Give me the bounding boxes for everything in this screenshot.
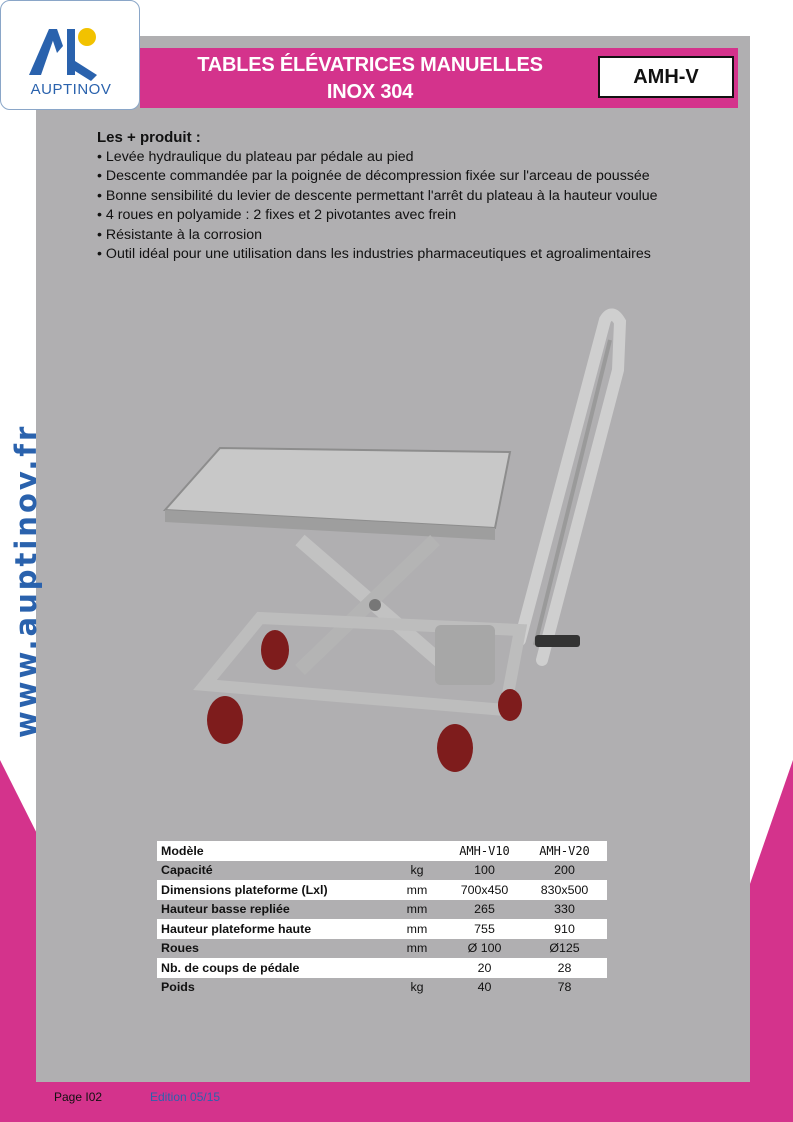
feature-item: • Levée hydraulique du plateau par pédale au pied — [97, 148, 658, 168]
spec-v2: 330 — [522, 900, 607, 920]
table-row — [157, 958, 607, 978]
pink-decor-bottom — [0, 1082, 793, 1122]
title-line-2: INOX 304 — [326, 81, 414, 103]
logo — [0, 0, 140, 110]
side-url — [2, 340, 46, 740]
pink-decor-right — [749, 760, 793, 1122]
feature-item: • 4 roues en polyamide : 2 fixes et 2 pivotantes avec frein — [97, 206, 658, 226]
pink-decor-left — [0, 760, 40, 1122]
spec-v1: Ø 100 — [447, 939, 522, 959]
auptinov-logo-icon — [1, 1, 141, 81]
table-row — [157, 900, 607, 920]
spec-v2: 78 — [522, 978, 607, 998]
table-row — [157, 978, 607, 998]
specs-table — [157, 841, 607, 997]
spec-unit: mm — [387, 900, 447, 920]
model-code: AMH-V — [633, 65, 699, 88]
spec-unit: mm — [387, 939, 447, 959]
side-url-text: www.auptinov.fr — [9, 423, 43, 738]
spec-label: Hauteur basse repliée — [157, 900, 387, 920]
spec-v2: Ø125 — [522, 939, 607, 959]
table-row — [157, 880, 607, 900]
spec-unit: kg — [387, 861, 447, 881]
spec-v2: 200 — [522, 861, 607, 881]
spec-v1: 755 — [447, 919, 522, 939]
feature-item: • Résistante à la corrosion — [97, 226, 658, 246]
page-number: Page I02 — [54, 1090, 103, 1104]
feature-item: • Descente commandée par la poignée de décompression fixée sur l'arceau de poussée — [97, 167, 658, 187]
spec-label: Poids — [157, 978, 387, 998]
edition-label: Edition 05/15 — [150, 1090, 221, 1104]
spec-v1: 100 — [447, 861, 522, 881]
spec-v2: 28 — [522, 958, 607, 978]
spec-unit: mm — [387, 880, 447, 900]
spec-v1: AMH-V10 — [447, 841, 522, 861]
spec-v1: 40 — [447, 978, 522, 998]
lift-table-illustration — [150, 300, 650, 780]
spec-unit: mm — [387, 919, 447, 939]
model-code-box — [598, 56, 734, 98]
table-row — [157, 919, 607, 939]
feature-item: • Outil idéal pour une utilisation dans les industries pharmaceutiques et agroalimentaires — [97, 245, 658, 265]
spec-v1: 700x450 — [447, 880, 522, 900]
spec-v1: 20 — [447, 958, 522, 978]
feature-item: • Bonne sensibilité du levier de descente permettant l'arrêt du plateau à la hauteur voulue — [97, 187, 658, 207]
spec-v2: 830x500 — [522, 880, 607, 900]
spec-unit: kg — [387, 978, 447, 998]
spec-v2: AMH-V20 — [522, 841, 607, 861]
table-row — [157, 939, 607, 959]
spec-unit — [387, 958, 447, 978]
spec-label: Roues — [157, 939, 387, 959]
title-line-1: TABLES ÉLÉVATRICES MANUELLES — [197, 54, 543, 76]
table-row — [157, 861, 607, 881]
spec-label: Hauteur plateforme haute — [157, 919, 387, 939]
spec-label: Nb. de coups de pédale — [157, 958, 387, 978]
spec-label: Dimensions plateforme (Lxl) — [157, 880, 387, 900]
spec-v2: 910 — [522, 919, 607, 939]
spec-v1: 265 — [447, 900, 522, 920]
logo-text: AUPTINOV — [30, 81, 112, 98]
features-heading: Les + produit : — [97, 129, 201, 146]
page-title — [160, 52, 580, 106]
table-row — [157, 841, 607, 861]
spec-unit — [387, 841, 447, 861]
spec-label: Capacité — [157, 861, 387, 881]
features-list — [97, 128, 658, 265]
spec-label: Modèle — [157, 841, 387, 861]
